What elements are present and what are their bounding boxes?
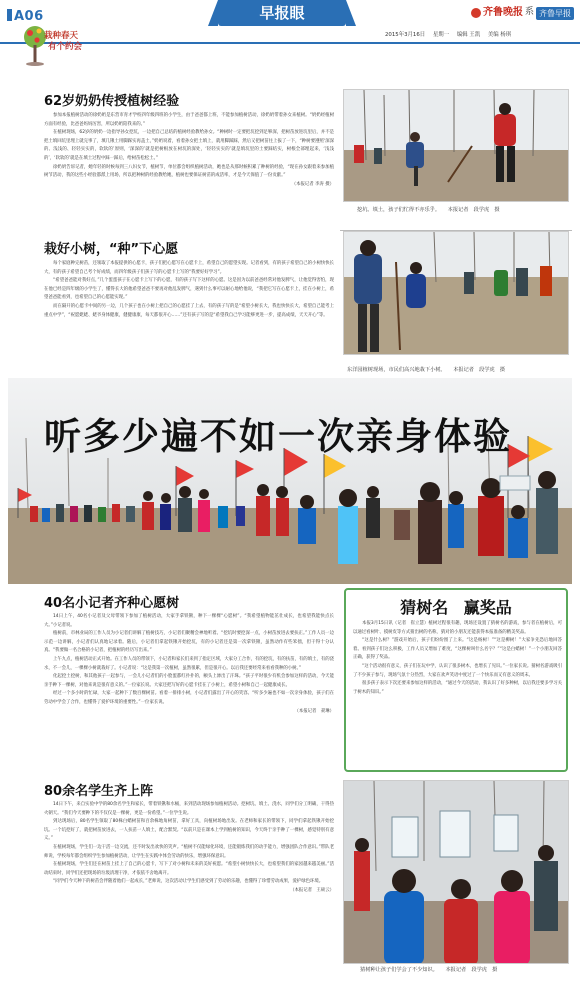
article3-byline: （本报记者 聂琳） [294, 708, 334, 714]
brand-tag: 齐鲁早报 [536, 7, 574, 20]
photo-digging-credit: 本报记者 段学虎 摄 [447, 207, 500, 213]
column-tag: 早报眼 [218, 0, 346, 26]
article3-paragraph: 14日上午，40名小记者及父母带领下参加了植树活动，大家手拿铁锹，种下一棵棵“心愿树”。“我希望植物能茁壮成长，也希望我能快点长大。”小记者说。 [44, 614, 334, 628]
photo-planting-caption-text: 东洋园植树现场，市民们高兴地栽下小树。 [347, 367, 446, 373]
article4-paragraph: 14日下午，来自实验中学的80余名学生和家长，带着铁锹和水桶，来到活动现场参加植树活动。挖树坑、填土、浇水，同学们分工明确，干得热火朝天。“我们今天要种下的不仅仅是一棵树，更是一份希望。”一位学生说。 [44, 802, 334, 816]
article4-paragraph: 在植树现场，学生们一边干活一边交流，还不时发出欢快的笑声。“植树不仅能绿化环境，还能锻炼我们的动手能力，增强团队合作意识。”带队老师说，学校每年都会组织学生参加植树活动，让学生在实践中体会劳动的快乐，增强环保意识。 [44, 844, 334, 859]
photo-guessing [343, 780, 569, 964]
issue-date: 2015年3月16日 [385, 32, 426, 38]
page-number-marker [7, 9, 12, 21]
brand-sub: 系 [524, 7, 534, 18]
guess-tree-title-right: 赢奖品 [463, 598, 512, 617]
article1-title: 62岁奶奶传授植树经验 [44, 94, 180, 109]
article4-byline: （本报记者 王硕云） [290, 887, 334, 893]
article3-body [44, 613, 334, 775]
article2-paragraph: “希望爸爸能对我好点，”几个蛋蛋孩子在心愿卡上写下的心愿，有的孩子写下这样的心愿。这是因为以前爸爸经常对他发脾气，让他觉得害怕，现在他已经是四年级的小学生了，懂得长大的他希望爸爸不要再对他乱发脾气，遇到什么事可以耐心地给他说，“我把它写在心愿卡上，挂在小树上，希望爸爸能看到，也希望自己的心愿能实现。” [44, 278, 334, 301]
designer-credit: 美编 杨琪 [487, 32, 512, 38]
photo-guessing-caption-text: 猜树种让孩子们学会了不少知识。 [360, 967, 438, 973]
photo-digging-image [344, 90, 569, 202]
article1-paragraph: 徐奶奶告诉记者，她年轻的时候每到三八妇女节，植树节，单位都会组织植树活动，她也是从那时候积累了种树的经验，“现在孙女跟着来参加植树节活动，我的这些小经验都派上用场，所以把种树的经验教给她，植树也要保证树苗的成活率，才是今天保值了一份贡献。” [44, 164, 334, 179]
guess-tree-paragraph: 很多孩子表示下次还要来参加这样的活动，“通过今天的活动，我认识了好多种树，以后我还要多学习关于树木的知识。” [353, 681, 562, 695]
guess-tree-body [353, 620, 562, 770]
article4-paragraph: 到达现场后，80名学生领取了80株白蜡树苗和百余株地角树苗，拿好工具，向植树场地出发。在老师和家长的带领下，同学们拿起铁锹开始挖坑。一个坑挖好了，就把树苗放进去，一人扶苗一人填土，配合默契。“以前只是在课本上学到植树的知识，今天终于亲手种了一棵树，感觉特别有意义。” [44, 819, 334, 842]
photo-guessing-caption [360, 966, 497, 974]
photo-planting [343, 231, 569, 355]
article3-title: 40名小记者齐种心愿树 [44, 596, 180, 611]
season-logo-text [44, 31, 82, 53]
article4-title: 80余名学生齐上阵 [44, 784, 154, 799]
guess-tree-paragraph: “这是什么树？”游戏开始后，孩子们纷纷围了上来。“这是杨树！”“这是柳树！”大家争先恐后地回答着。看到孩子们这么积极，工作人员又增加了难度，“这棵树叫什么名字？”“这是白蜡树！”一个小朋友回答正确，获得了奖品。 [353, 638, 562, 661]
brand-logo-icon [471, 8, 481, 18]
page-number-text: A06 [14, 9, 44, 24]
article3-paragraph: 植树前，市林业局的工作人员为小记者们讲解了植树技巧，小记者们聚精会神地听着。“挖坑时要挖深一点，小树苗放进去要扶正。”工作人员一边示范一边讲解，小记者们认真地记录着。随后，小记者们拿起铁锹开始挖坑，有的小记者还是第一次拿铁锹，虽然动作有些笨拙，但干得十分认真。“我要做一名合格的小记者，把植树的经历写出来。” [44, 631, 334, 654]
feature-big-title: 听多少遍不如一次亲身体验 [44, 415, 512, 458]
article1-body [44, 112, 334, 234]
brand-masthead [471, 5, 574, 21]
photo-guessing-credit: 本报记者 段学虎 摄 [445, 967, 498, 973]
guess-tree-paragraph: 本报3月15日讯（记者 崔立慧）植树过程很有趣，现场还设置了猜树名的游戏，参与者在植树后，可以通过看树叶、摸树皮等方式猜出树的名称，猜对的小朋友还能获得本报准备的精美奖品。 [353, 621, 562, 635]
guess-tree-title [346, 596, 566, 621]
article2-paragraph: 而在隔开的心愿卡中间的另一边，几个孩子也在小树上把自己的心愿挂了上去，有的孩子写的是“希望小树长大，我也快快长大，希望自己能考上重点中学”，“祝愿姥姥、姥爷身体健康，健健康康，每天都很开心……”还有孩子写的是“希望我自己学习能够更进一步，提高成绩，天天开心”等。 [44, 303, 334, 318]
article4-paragraph: 在植树现场，学生们还在树苗上挂上了自己的心愿卡，写下了对小树和未来的美好祝愿。“希望小树快快长大，也希望我们的家园越来越美丽。”活动结束时，同学们还把现场的垃圾清理干净，才依依不舍地离开。 [44, 862, 334, 876]
article1-byline: （本报记者 李涛 摄） [291, 181, 334, 187]
article2-title: 栽好小树，“种”下心愿 [44, 242, 179, 257]
photo-planting-image [344, 232, 569, 355]
guess-tree-title-left: 猜树名 [400, 598, 449, 617]
photo-digging [343, 89, 569, 202]
guess-tree-paragraph: “这个活动很有意义，孩子们在玩中学，认识了很多树木，也增长了见识。”一位家长说。猜树名游戏吸引了不少孩子参与，现场气氛十分热烈，大家在欢声笑语中度过了一个快乐而又有意义的周末。 [353, 663, 562, 678]
photo-digging-caption-text: 挖坑、填土，孩子们忙得不亦乐乎。 [357, 207, 441, 213]
photo-guessing-image [344, 781, 569, 964]
article2-paragraph: 每个家庭种完树苗，还领取了本报提供的心愿卡，孩子们把心愿写在心愿卡上，希望自己的愿望实现。记者看到，有的孩子希望自己的小树快快长大，有的孩子希望自己考个好成绩，而四年级孩子们孩子写的心愿卡上写的“我要好好学习”。 [44, 261, 334, 275]
article1-paragraph: 在植树现场，62岁的奶奶一边指导孙女挖坑，一边把自己总结的植树经验教给孙女。“种树时一定要把坑挖到足够深，把树苗放进坑里后，并不是把土填回坑里埋上就完事了，填几锹土用脚踩实再盖土，”奶奶说着，看着孙女把土填上，就用脚踩踩，然后又把树苗往上拔了一下，“种树要遵照‘深深的、浅浅的、轻轻实实的，软软的’原则，‘深深的’就是把树根放在树坑的深处，‘轻轻实实的’就是填坑里的土要踩结实，树根全部埋起来，‘浅浅的’，‘软软的’就是在填土过程中踩一踩后，给树苗松松土。” [44, 130, 334, 161]
section-divider [340, 230, 572, 231]
brand-name: 齐鲁晚报 [482, 7, 523, 19]
article2-body [44, 260, 334, 362]
season-logo [22, 23, 122, 73]
photo-planting-credit: 本报记者 段学虎 摄 [453, 367, 506, 373]
guess-tree-box [344, 588, 568, 772]
season-logo-line2: 有个约会 [48, 42, 83, 53]
article4-body [44, 801, 334, 977]
photo-digging-caption [357, 206, 500, 214]
dateline [385, 31, 517, 39]
editor-credit: 编辑 王凯 [456, 32, 481, 38]
article3-paragraph: 上午九点，植树活动正式开始。在工作人员的带领下，小记者和家长们来到了指定区域，大家分工合作，有的挖坑，有的扶苗，有的填土，有的浇水，不一会儿，一棵棵小树就栽好了。小记者说：“这是我第一次植树，虽然很累，但是很开心。以后我还要经常来看看我种的小树。” [44, 656, 334, 671]
article3-paragraph: 经过一个多小时的忙碌，大家一起种下了数百棵树苗。看着一排排小树，小记者们露出了开心的笑容。“听多少遍也不如一次亲身体验，孩子们在劳动中学会了合作，也懂得了爱护环境的重要性。”一位家长说。 [44, 691, 334, 705]
photo-planting-caption [347, 366, 505, 374]
issue-weekday: 星期一 [432, 32, 450, 38]
season-logo-line1: 栽种春天 [44, 31, 79, 41]
article1-paragraph: 参加本报植树活动的徐奶奶是东营市育才学校四年级四班的小学生，由于爸爸都上班，不能参加植树活动，徐奶奶带着孙女来植树。“奶奶经植树方面有经验，比爸爸妈妈厉害，所以奶奶陪我来的。” [44, 113, 334, 127]
article4-paragraph: “同学们今天种下的树苗会伴随着他们一起成长，”老师说，这次活动让学生们感受到了劳动的乐趣，也懂得了珍惜劳动成果，爱护绿色环境。 [53, 879, 324, 885]
article3-paragraph: 化起挖土挖树，和其他孩子一起参与，一会儿小记者们的小脸蛋都红扑扑的，额头上渗出了汗珠。“孩子平时很少有机会参加这样的活动，今天能亲手种下一棵树，对他来说是很有意义的。”一位家长说。大家还把写好的心愿卡挂在了小树上，希望小树和自己一起健康成长。 [44, 674, 334, 688]
